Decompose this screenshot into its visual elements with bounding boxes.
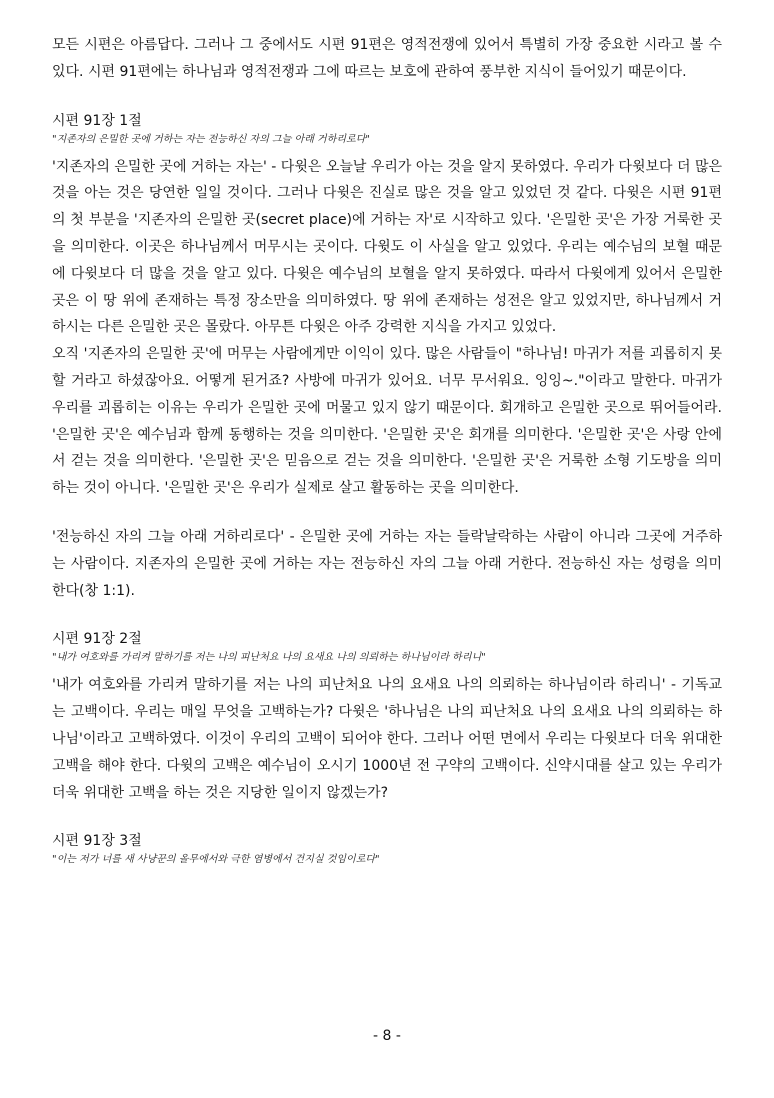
spacer xyxy=(52,86,722,110)
spacer xyxy=(52,604,722,628)
section-heading: 시편 91장 2절 xyxy=(52,631,142,648)
spacer xyxy=(52,502,722,524)
body-paragraph: '내가 여호와를 가리켜 말하기를 저는 나의 피난처요 나의 요새요 나의 의뢰하는 하나님이라 하리니' - 기독교는 고백이다. 우리는 매일 무엇을 고백하는가? 다윗은 '하나님은 나의 피난처요 나의 요새요 나의 의뢰하는 하나님'이라고 고백하였다. 이것이 우리의 고백이 되어야 한다. 그러나 어떤 면에서 우리는 다윗보다 더욱 위대한 고백을 해야 한다. 다윗의 고백은 예수님이 오시기 1000년 전 구약의 고백이다. 신약시대를 살고 있는 우리가 더욱 위대한 고백을 하는 것은 지당한 일이지 않겠는가? xyxy=(52,677,722,801)
section-heading: 시편 91장 3절 xyxy=(52,833,142,850)
section-verse-2 xyxy=(52,628,722,806)
body-paragraph: 오직 '지존자의 은밀한 곳'에 머무는 사람에게만 이익이 있다. 많은 사람들이 "하나님! 마귀가 저를 괴롭히지 못할 거라고 하셨잖아요. 어떻게 된거죠? 사방에 마귀가 있어요. 너무 무서워요. 잉잉~."이라고 말한다. 마귀가 우리를 괴롭히는 이유는 우리가 은밀한 곳에 머물고 있지 않기 때문이다. 회개하고 은밀한 곳으로 뛰어들어라. '은밀한 곳'은 예수님과 함께 동행하는 것을 의미한다. '은밀한 곳'은 회개를 의미한다. '은밀한 곳'은 사랑 안에서 걷는 것을 의미한다. '은밀한 곳'은 믿음으로 걷는 것을 의미한다. '은밀한 곳'은 거룩한 소형 기도방을 의미하는 것이 아니다. '은밀한 곳'은 우리가 실제로 살고 활동하는 곳을 의미한다. xyxy=(52,346,722,497)
section-verse-3 xyxy=(52,830,722,868)
spacer xyxy=(52,806,722,830)
body-paragraph: '전능하신 자의 그늘 아래 거하리로다' - 은밀한 곳에 거하는 자는 들락날락하는 사람이 아니라 그곳에 거주하는 사람이다. 지존자의 은밀한 곳에 거하는 자는 전능하신 자의 그늘 아래 거한다. 전능하신 자는 성령을 의미한다(창 1:1). xyxy=(52,528,722,599)
intro-paragraph: 모든 시편은 아름답다. 그러나 그 중에서도 시편 91편은 영적전쟁에 있어서 특별히 가장 중요한 시라고 볼 수 있다. 시편 91편에는 하나님과 영적전쟁과 그에 따르는 보호에 관하여 풍부한 지식이 들어있기 때문이다. xyxy=(52,37,722,80)
section-verse-1 xyxy=(52,110,722,605)
document-page xyxy=(52,32,722,868)
section-heading: 시편 91장 1절 xyxy=(52,112,142,129)
verse-quote: "이는 저가 너를 새 사냥꾼의 올무에서와 극한 염병에서 건지실 것임이로다" xyxy=(52,854,380,866)
verse-quote: "지존자의 은밀한 곳에 거하는 자는 전능하신 자의 그늘 아래 거하리로다" xyxy=(52,133,370,145)
page-number: - 8 - xyxy=(373,1028,401,1044)
verse-quote: "내가 여호와를 가리켜 말하기를 저는 나의 피난처요 나의 요새요 나의 의뢰하는 하나님이라 하리니" xyxy=(52,652,486,664)
body-paragraph: '지존자의 은밀한 곳에 거하는 자는' - 다윗은 오늘날 우리가 아는 것을 알지 못하였다. 우리가 다윗보다 더 많은 것을 아는 것은 당연한 일일 것이다. 그러나 다윗은 진실로 많은 것을 알고 있었던 것 같다. 다윗은 시편 91편의 첫 부분을 '지존자의 은밀한 곳(secret place)에 거하는 자'로 시작하고 있다. '은밀한 곳'은 가장 거룩한 곳을 의미한다. 이곳은 하나님께서 머무시는 곳이다. 다윗도 이 사실을 알고 있었다. 우리는 예수님의 보혈 때문에 다윗보다 더 많을 것을 알고 있다. 다윗은 예수님의 보혈을 알지 못하였다. 따라서 다윗에게 있어서 은밀한 곳은 이 땅 위에 존재하는 특정 장소만을 의미하였다. 땅 위에 존재하는 성전은 알고 있었지만, 하나님께서 거하시는 다른 은밀한 곳은 몰랐다. 아무튼 다윗은 아주 강력한 지식을 가지고 있었다. xyxy=(52,158,722,336)
